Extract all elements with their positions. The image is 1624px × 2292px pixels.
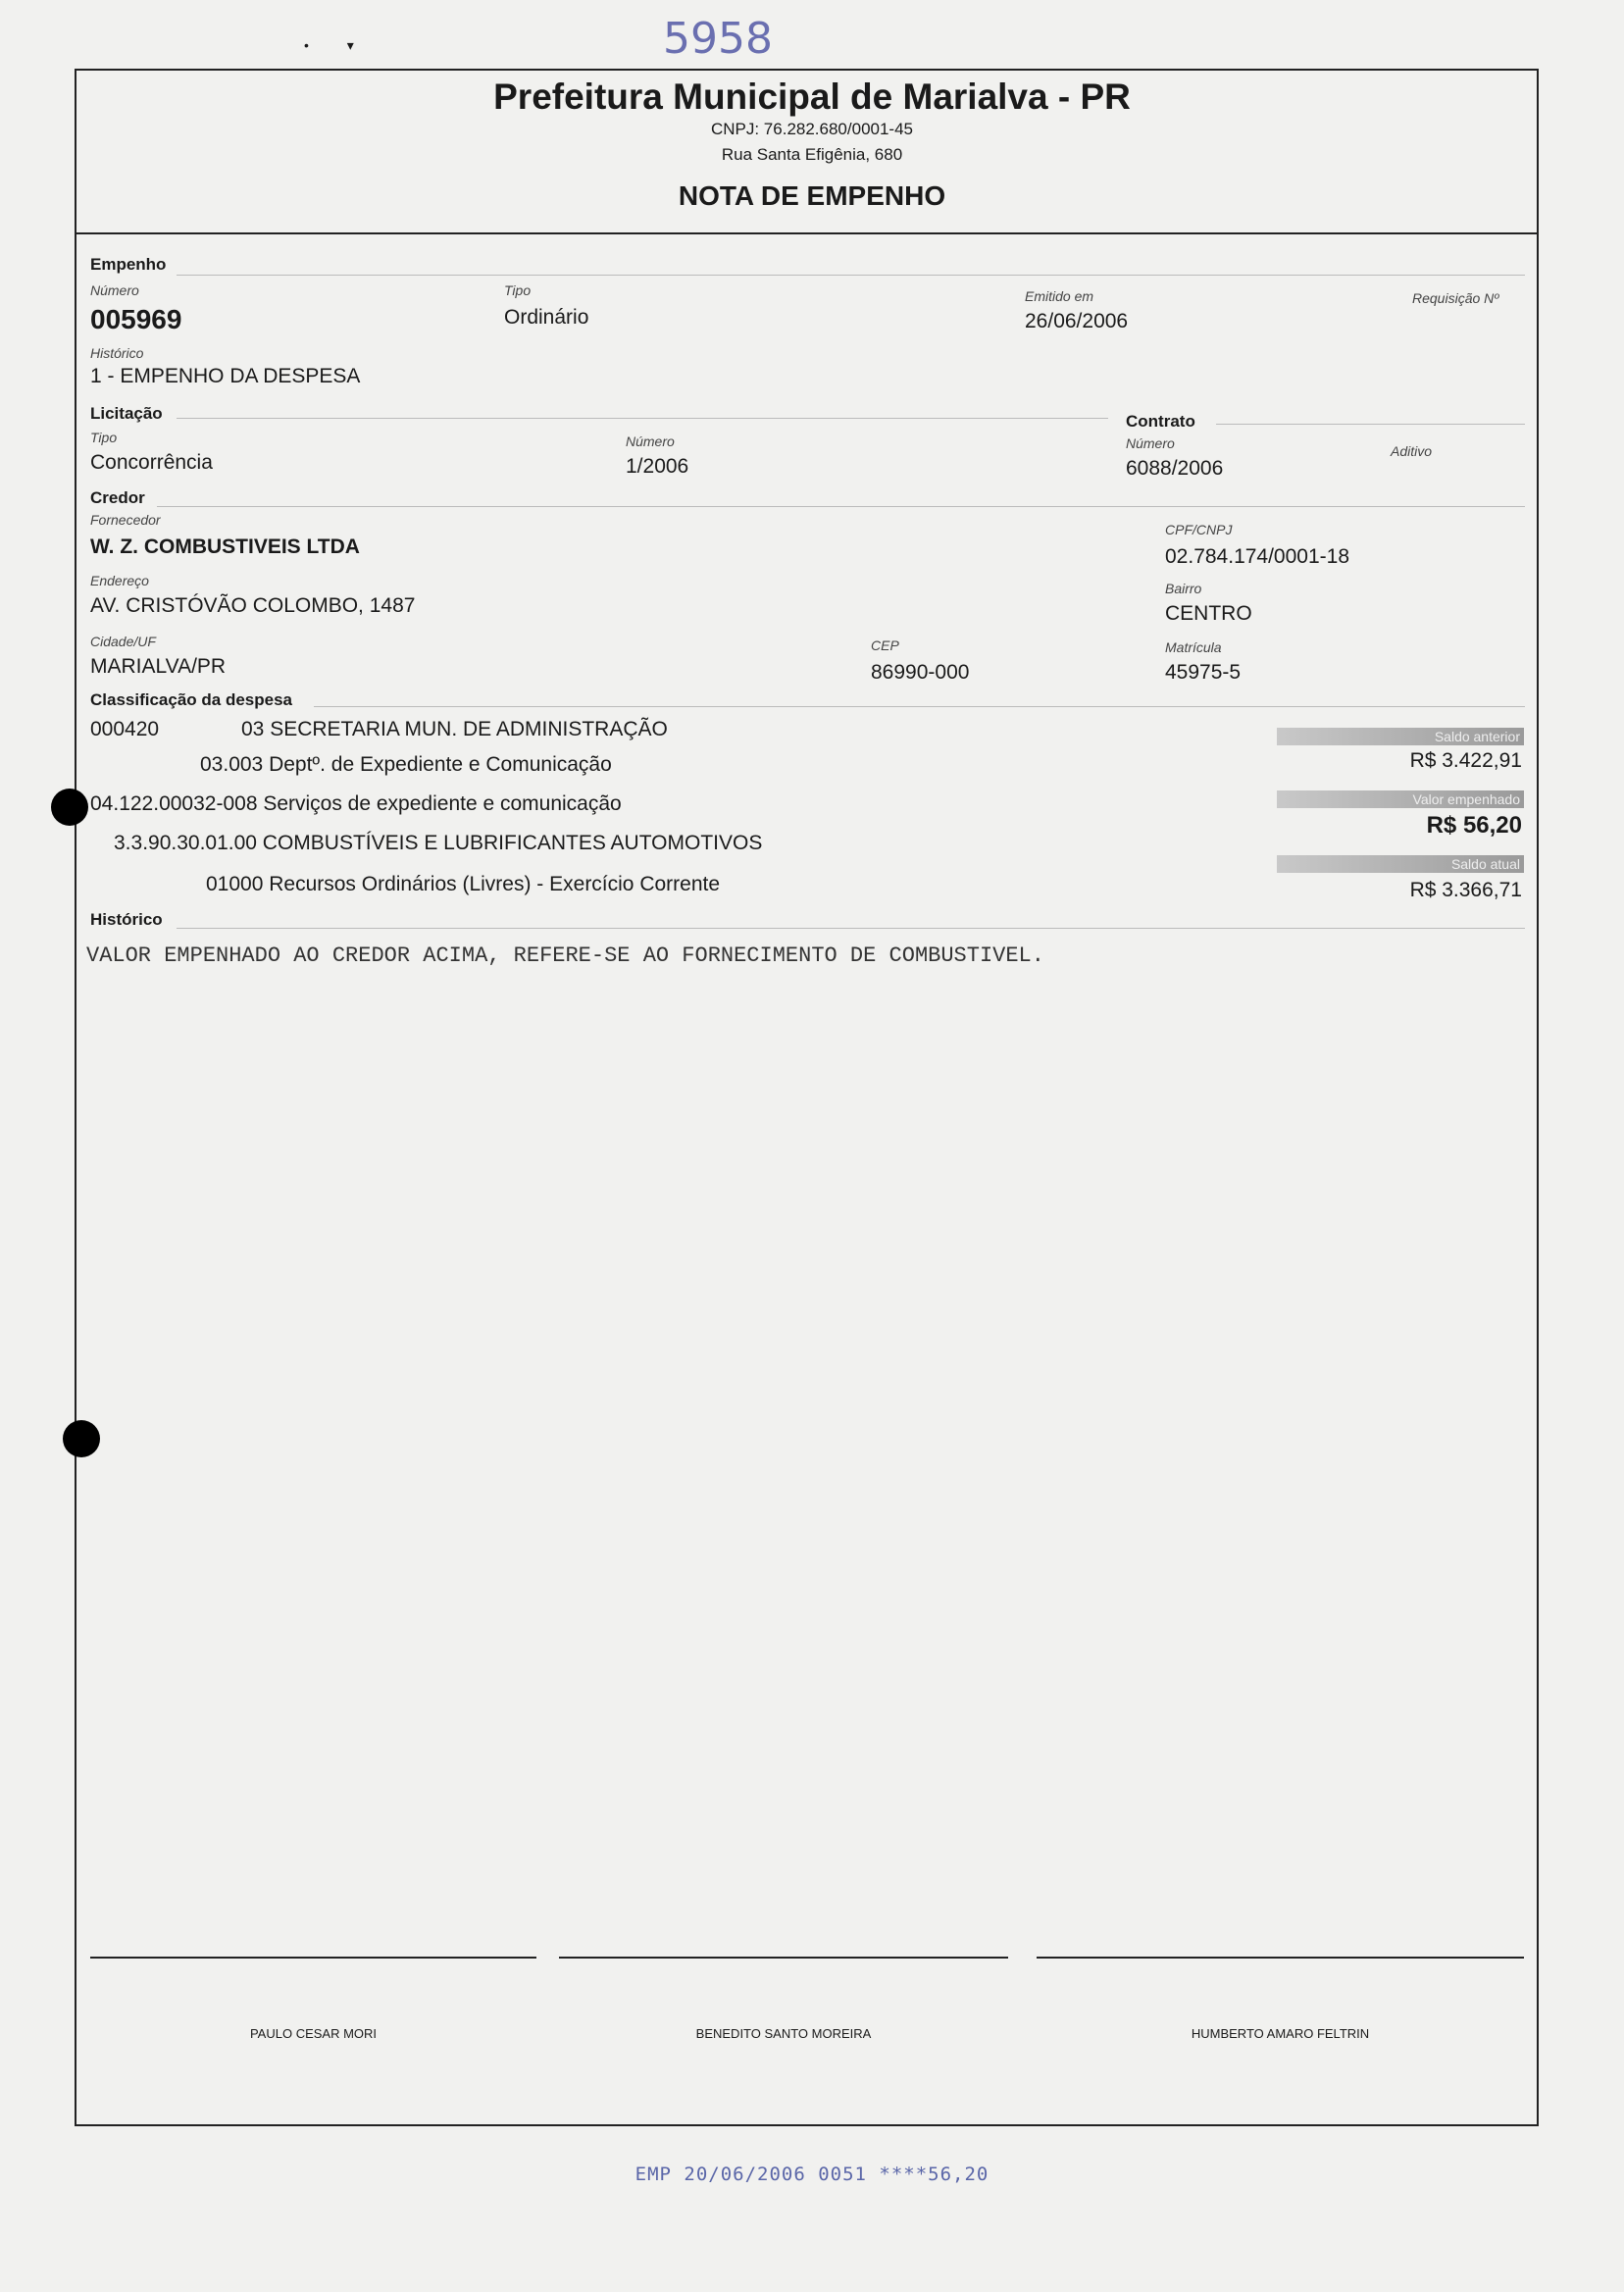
saldo-anterior: R$ 3.422,91: [1409, 749, 1522, 772]
contrato-section: Contrato: [1126, 412, 1195, 431]
credor-rule: [157, 506, 1525, 507]
classificacao-secretaria: 03 SECRETARIA MUN. DE ADMINISTRAÇÃO: [241, 718, 668, 740]
signature-line-2: [559, 1957, 1008, 1959]
signature-name-3: HUMBERTO AMARO FELTRIN: [1191, 2026, 1370, 2041]
matricula-label: Matrícula: [1165, 639, 1222, 655]
address: Rua Santa Efigênia, 680: [721, 145, 903, 164]
handwritten-number: 5958: [663, 14, 773, 64]
contrato-numero-label: Número: [1126, 435, 1175, 451]
empenho-historico-label: Histórico: [90, 345, 144, 361]
aditivo-label: Aditivo: [1391, 443, 1433, 459]
cidade: MARIALVA/PR: [90, 655, 227, 678]
emitido-date: 26/06/2006: [1025, 310, 1129, 332]
saldo-anterior-label: Saldo anterior: [1277, 728, 1524, 745]
cep-label: CEP: [871, 637, 899, 653]
classificacao-section: Classificação da despesa: [90, 690, 293, 709]
classificacao-recurso: 01000 Recursos Ordinários (Livres) - Exercício Corrente: [206, 873, 721, 895]
cpf-label: CPF/CNPJ: [1165, 522, 1233, 537]
signature-line-1: [90, 1957, 536, 1959]
registration-stamp: EMP 20/06/2006 0051 ****56,20: [634, 2164, 990, 2185]
classificacao-rule: [314, 706, 1525, 707]
empenho-rule: [177, 275, 1525, 276]
scan-mark: • ▾: [304, 37, 354, 53]
bairro-label: Bairro: [1165, 581, 1202, 596]
page-title: Prefeitura Municipal de Marialva - PR: [493, 76, 1131, 117]
empenho-numero-label: Número: [90, 282, 139, 298]
historico-rule: [177, 928, 1525, 929]
saldo-atual-label: Saldo atual: [1277, 855, 1524, 873]
classificacao-departamento: 03.003 Deptº. de Expediente e Comunicação: [200, 753, 612, 776]
matricula: 45975-5: [1165, 661, 1242, 684]
empenho-tipo-label: Tipo: [504, 282, 532, 298]
fornecedor-label: Fornecedor: [90, 512, 161, 528]
empenho-historico: 1 - EMPENHO DA DESPESA: [90, 365, 361, 387]
licitacao-tipo: Concorrência: [90, 451, 213, 474]
valor-empenhado-label: Valor empenhado: [1277, 790, 1524, 808]
endereco: AV. CRISTÓVÃO COLOMBO, 1487: [90, 594, 416, 617]
classificacao-funcional: 04.122.00032-008 Serviços de expediente e comunicação: [90, 792, 622, 815]
empenho-tipo: Ordinário: [504, 306, 589, 329]
credor-section: Credor: [90, 488, 145, 507]
licitacao-numero-label: Número: [626, 433, 675, 449]
signature-name-2: BENEDITO SANTO MOREIRA: [695, 2026, 872, 2041]
header-divider: [75, 232, 1539, 234]
punch-hole-top: [51, 789, 88, 826]
punch-hole-bottom: [63, 1420, 100, 1457]
empenho-section: Empenho: [90, 255, 167, 274]
licitacao-tipo-label: Tipo: [90, 430, 118, 445]
cep: 86990-000: [871, 661, 970, 684]
contrato-numero: 6088/2006: [1126, 457, 1224, 480]
cpf-value: 02.784.174/0001-18: [1165, 545, 1350, 568]
historico-text: VALOR EMPENHADO AO CREDOR ACIMA, REFERE-SE AO FORNECIMENTO DE COMBUSTIVEL.: [86, 943, 1044, 968]
licitacao-rule: [177, 418, 1108, 419]
doc-title: NOTA DE EMPENHO: [678, 180, 946, 211]
emitido-label: Emitido em: [1025, 288, 1094, 304]
signature-name-1: PAULO CESAR MORI: [249, 2026, 378, 2041]
contrato-rule: [1216, 424, 1525, 425]
cnpj: CNPJ: 76.282.680/0001-45: [710, 120, 914, 138]
signature-line-3: [1037, 1957, 1524, 1959]
licitacao-section: Licitação: [90, 404, 163, 423]
classificacao-code: 000420: [90, 718, 160, 740]
requisicao-label: Requisição Nº: [1412, 290, 1499, 306]
saldo-atual: R$ 3.366,71: [1409, 879, 1522, 901]
cidade-label: Cidade/UF: [90, 634, 156, 649]
licitacao-numero: 1/2006: [626, 455, 689, 478]
classificacao-elemento: 3.3.90.30.01.00 COMBUSTÍVEIS E LUBRIFICANTES AUTOMOTIVOS: [114, 832, 763, 854]
valor-empenhado: R$ 56,20: [1426, 812, 1522, 839]
bairro: CENTRO: [1165, 602, 1252, 625]
empenho-numero: 005969: [90, 304, 182, 334]
endereco-label: Endereço: [90, 573, 149, 588]
fornecedor: W. Z. COMBUSTIVEIS LTDA: [90, 535, 360, 558]
historico-section: Histórico: [90, 910, 163, 929]
